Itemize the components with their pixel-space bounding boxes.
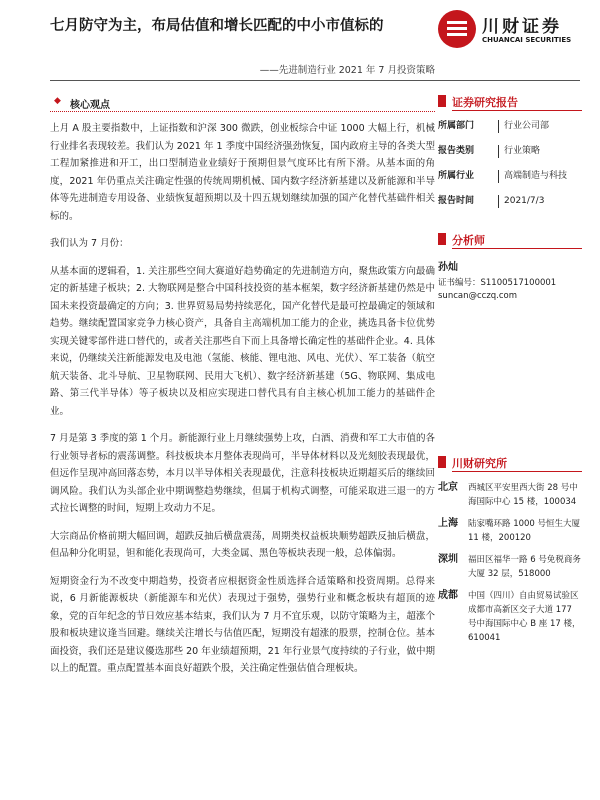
dotted-divider: [50, 111, 435, 112]
paragraph-6: 短期资金行为不改变中期趋势，投资者应根据资金性质选择合适策略和投资周期。总得来说，6 月新能源板块（新能源车和光伏）表现过于强势，强势行业和概念板块有超顶的迹象，党的百年纪念的节日效应基本结束，我们认为 7 月不宜乐观，以防守策略为主，超涨个股和板块建议逢当回避。继续关注增长与估值匹配，短期没有超涨的股票，控制仓位。基本面投资，我们还是建议優选那些 20 年业绩超预期，21 年行业景气度持续的子行业，做中期以上的配置。重点配置基本面良好超跌个股，关注确定性强估值合理板块。: [50, 575, 435, 674]
section-title: 核心观点: [70, 100, 110, 111]
red-marker-icon: [438, 456, 446, 468]
office-shanghai: 上海 陆家嘴环路 1000 号恒生大厦 11 楼，200120: [438, 518, 581, 543]
office-shenzhen: 深圳 福田区福华一路 6 号免税商务大厦 32 层，518000: [438, 554, 581, 579]
office-beijing: 北京 西城区平安里西大街 28 号中海国际中心 15 楼，100034: [438, 482, 578, 507]
red-marker-icon: [438, 233, 446, 245]
info-row-date: 报告时间 2021/7/3: [438, 195, 583, 208]
core-views-heading: [50, 92, 435, 112]
report-info-title: 证券研究报告: [452, 96, 518, 109]
office-chengdu: 成都 中国（四川）自由贸易试验区成都市高新区交子大道 177 号中海国际中心 B 座 17 楼，610041: [438, 590, 581, 643]
paragraph-2: 我们认为 7 月份：: [50, 238, 129, 249]
info-row-industry: 所属行业 高端制造与科技: [438, 170, 583, 183]
paragraph-4: 7 月是第 3 季度的第 1 个月。新能源行业上月继续强势上攻，白酒、消费和军工大市值的各行业领导者标的震荡调整。科技板块本月整体表现尚可，半导体材料以及光刻胶表现最优，但远作呈现冲高回落态势，本月以半导体相关表现最优，注意科技板块近期超买后的继续回调风险。我们认为头部企业中期调整趋势继续，但属于机构式调整，可能采取进三退一的方式拉长调整的时间，短期上攻动力不足。: [50, 433, 435, 514]
logo-english-name: CHUANCAI SECURITIES: [482, 36, 572, 44]
analyst-heading: [438, 230, 583, 250]
info-row-department: 所属部门 行业公司部: [438, 120, 583, 133]
analyst-cert: 证书编号：S1100517100001: [438, 278, 557, 288]
paragraph-5: 大宗商品价格前期大幅回调，超跌反抽后横盘震荡，周期类权益板块顺势超跌反抽后横盘，但品种分化明显，钽和能化表现尚可，大类金属、黑色等板块表现一般，总体偏弱。: [50, 530, 435, 559]
report-info-heading: [438, 92, 583, 112]
header-divider: [50, 80, 580, 81]
analyst-title: 分析师: [452, 234, 485, 247]
logo-chinese-name: 川财证券: [482, 17, 562, 37]
research-institute-heading: [438, 453, 583, 473]
diamond-icon: ◆: [54, 96, 61, 106]
logo-emblem-icon: [438, 10, 476, 48]
company-logo: [438, 10, 578, 56]
research-institute-title: 川财研究所: [452, 457, 507, 470]
analyst-name: 孙灿: [438, 262, 458, 273]
info-row-category: 报告类别 行业策略: [438, 145, 583, 158]
analyst-email[interactable]: suncan@cczq.com: [438, 291, 518, 301]
sidebar: [438, 92, 583, 653]
report-title: 七月防守为主，布局估值和增长匹配的中小市值标的: [50, 17, 384, 34]
main-content: [50, 92, 435, 688]
report-header: [0, 0, 600, 90]
red-marker-icon: [438, 95, 446, 107]
report-subtitle: ——先进制造行业 2021 年 7 月投资策略: [259, 65, 435, 76]
paragraph-3: 从基本面的逻辑看，1. 关注那些空间大赛道好趋势确定的先进制造方向，聚焦政策方向最确定的新基建子板块；2. 大物联网是整合中国科技投资的基本框架，数字经济新基建仍然是中国未来投资最确定的方向；3. 世界贸易局势持续恶化，国产化替代是最可控最确定的领域和趋势。继续配置国家竞争力核心资产，具备自主高端机加工能力的企业，挑选具备卡位优势实现关键零部件进口替代的，或者关注那些自下而上具备增长确定性的基础件企业。4. 具体来说，仍继续关注新能源发电及电池（氢能、核能、锂电池、风电、光伏）、军工装备（航空航天装备、北斗导航、卫星物联网、民用大飞机）、数字经济新基建（5G、物联网、集成电路、第三代半导体）等子板块以及相应实现进口替代具有自主核心机加工能力的基础件企业。: [50, 265, 435, 417]
paragraph-1: 上月 A 股主要指数中，上证指数和沪深 300 微跌，创业板综合中证 1000 大幅上行，机械行业排名表现较差。我们认为 2021 年 1 季度中国经济强劲恢复，国内政府主导的各类大型工程加紧推进和开工，出口型制造业业绩好于预期但景气度环比有所下滑。从基本面的角度，2021 年仍重点关注确定性强的传统周期机械、国内数字经济新基建以及新能源和半导体等先进制造专用设备、业绩恢复超预期以及十四五规划继续加强的国产化替代基础件相关标的。: [50, 123, 435, 222]
